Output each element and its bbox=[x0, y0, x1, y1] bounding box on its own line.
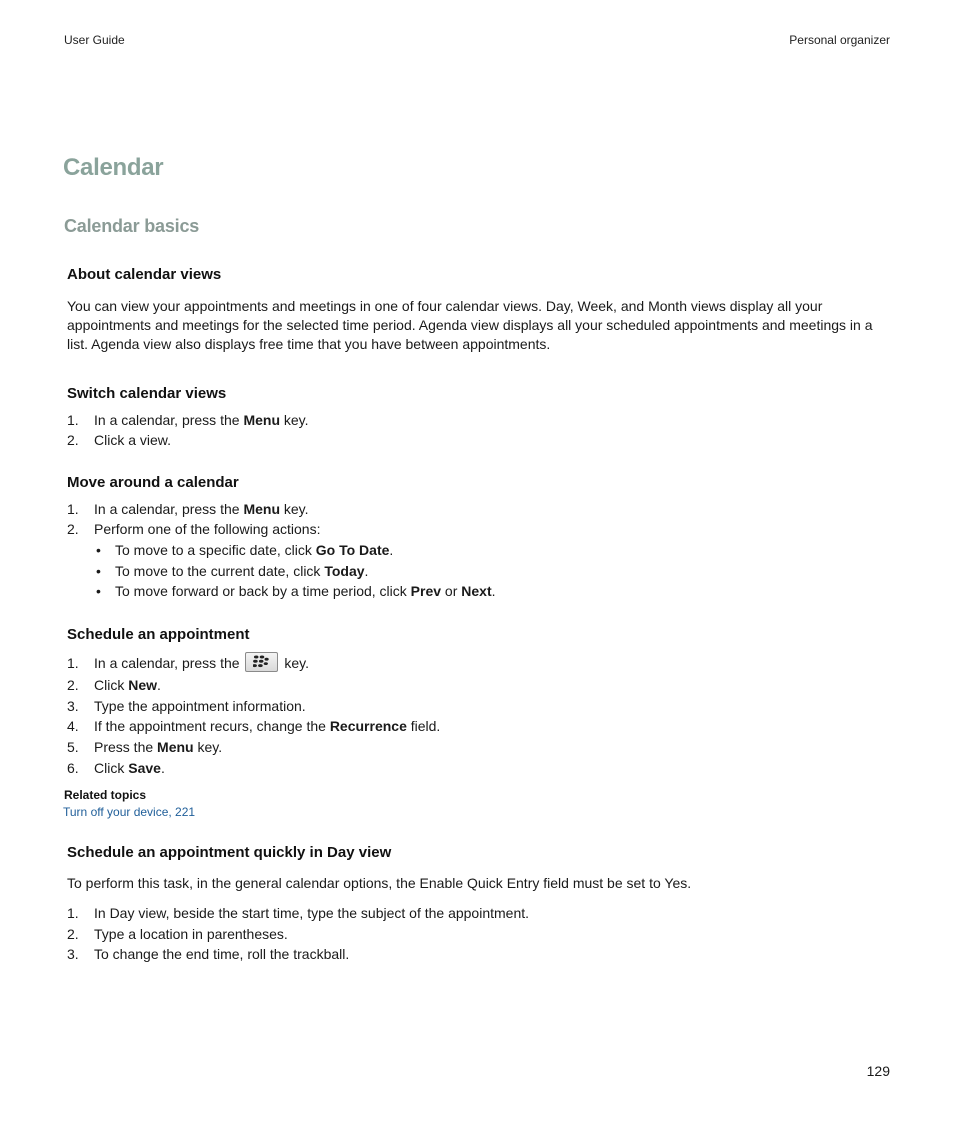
about-paragraph: You can view your appointments and meetings in one of four calendar views. Day, Week, and Month views display all your appointments and meetings for the selected time period. Agenda view displays all your scheduled appointments and meetings in a list. Agenda view also displays free time that you have between appointments. bbox=[67, 298, 873, 352]
list-item: 2. Type a location in parentheses. bbox=[67, 926, 288, 942]
bullet-icon: • bbox=[96, 583, 101, 599]
quick-heading: Schedule an appointment quickly in Day view bbox=[67, 844, 392, 861]
list-item: 2. Perform one of the following actions: bbox=[67, 521, 321, 537]
running-header-left: User Guide bbox=[64, 33, 125, 47]
list-item: 6. Click Save. bbox=[67, 760, 165, 776]
bullet-item: • To move to a specific date, click Go To Date. bbox=[96, 542, 394, 558]
list-item: 1. In a calendar, press the Menu key. bbox=[67, 412, 309, 428]
list-item: 1. In a calendar, press the Menu key. bbox=[67, 501, 309, 517]
running-header-right: Personal organizer bbox=[789, 33, 890, 47]
move-heading: Move around a calendar bbox=[67, 474, 239, 491]
list-item: 1. In a calendar, press the key. bbox=[67, 652, 309, 673]
quick-intro: To perform this task, in the general calendar options, the Enable Quick Entry field must be set to Yes. bbox=[67, 875, 692, 891]
list-item: 1. In Day view, beside the start time, type the subject of the appointment. bbox=[67, 905, 530, 921]
about-heading: About calendar views bbox=[67, 266, 222, 283]
bullet-item: • To move to the current date, click Today. bbox=[96, 563, 369, 579]
page-title: Calendar bbox=[63, 154, 164, 181]
bullet-item: • To move forward or back by a time period, click Prev or Next. bbox=[96, 583, 496, 599]
list-item: 2. Click New. bbox=[67, 677, 161, 693]
schedule-heading: Schedule an appointment bbox=[67, 626, 250, 643]
list-item: 2. Click a view. bbox=[67, 432, 172, 448]
list-item: 5. Press the Menu key. bbox=[67, 739, 223, 755]
bullet-icon: • bbox=[96, 542, 101, 558]
list-item: 3. Type the appointment information. bbox=[67, 698, 306, 714]
related-topics-title: Related topics bbox=[64, 788, 147, 802]
bullet-icon: • bbox=[96, 563, 101, 579]
page-number: 129 bbox=[866, 1063, 890, 1079]
switch-heading: Switch calendar views bbox=[67, 385, 227, 402]
list-item: 3. To change the end time, roll the trackball. bbox=[67, 946, 350, 962]
list-item: 4. If the appointment recurs, change the Recurrence field. bbox=[67, 718, 441, 734]
related-topic-link[interactable]: Turn off your device, 221 bbox=[63, 805, 196, 819]
section-title: Calendar basics bbox=[64, 216, 200, 236]
blackberry-menu-key-icon bbox=[245, 652, 278, 672]
